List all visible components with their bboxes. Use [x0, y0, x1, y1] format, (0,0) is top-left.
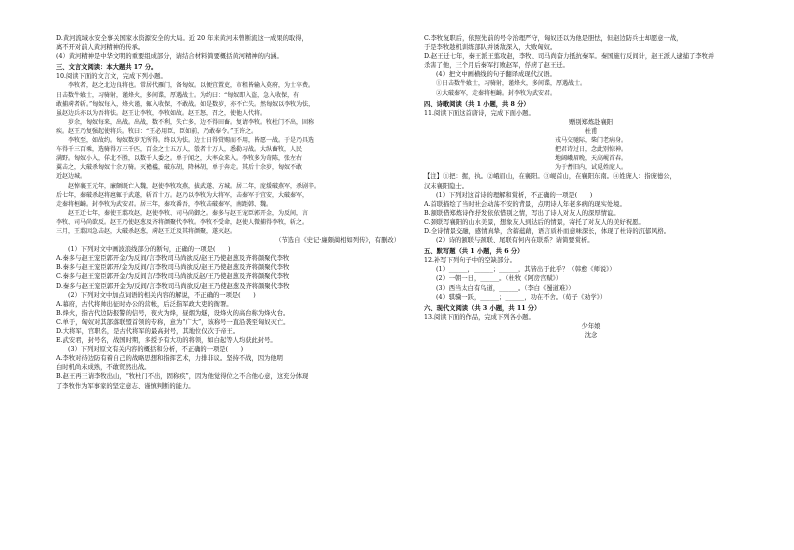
section-heading: 六、现代文阅读（共 3 小题，共 11 分） — [424, 304, 541, 312]
text-line: 了李牧作为军事家的坚定意志、谨慎判断的能力。 — [56, 382, 195, 390]
text-line: D.秦多与赵王宠臣郭开金为/反间/言李牧司马尚欲反/赵王乃使赵葱及齐将颜聚代李牧 — [56, 282, 290, 290]
text-line: A.首联描绘了当时社会动荡不安的背景，点明诗人年老多病的现实处境。 — [424, 200, 626, 208]
text-line: (3）西当太白有鸟道，______。（李白《蜀道难》） — [436, 284, 575, 292]
text-line: 三月，王翦因急击赵，大破杀赵葱，虏赵王迁及其将颜聚，遂灭赵。 — [56, 227, 237, 235]
text-line: 走秦将桓齮。封李牧为武安君。居三年，秦攻番吾，李牧击破秦军，南距韩、魏。 — [56, 200, 273, 208]
text-line: 近赵边城。 — [56, 173, 87, 181]
text-line: 敢捕虏者斩。”匈奴每入，烽火谨，辄入收保，不敢战。如是数岁，亦不亡失。然匈奴以李牧为怯， — [56, 100, 315, 108]
text-line: (4）黄河精神是中华文明的重要组成部分，请结合材料简要概括黄河精神的内涵。 — [56, 53, 283, 61]
right-column — [424, 34, 758, 340]
text-line: 疾。赵王乃复强起使将兵。牧曰：“王必用臣，臣如前，乃敢奉令。”王许之。 — [56, 127, 258, 135]
text-line: 日击数牛飨士，习骑射，谨烽火，多间谍，厚遇战士。为约曰：“匈奴即入盗，急入收保，有 — [56, 91, 300, 99]
text-line: B.赵王再三请李牧出山，“牧杜门不出，固称疾”，因为他觉得位之不合他心意，这充分体现 — [56, 373, 309, 381]
text-line: 汉末襄阳隐士。 — [424, 182, 469, 190]
text-line: 13.阅读下面的作品，完成下列各小题。 — [424, 313, 535, 321]
text-line: 地阔峨眉晚，天高岘首春。 — [554, 155, 627, 163]
text-line: A.秦多与赵王宠臣郭开金/为反间/言李牧司马尚欲反/赵王乃使赵葱及齐将颜聚代李牧 — [56, 255, 290, 263]
text-line: D.黄河流域水安全事关国家水资源安全的大局。近 20 年来黄河未曾断流这一成果的取得， — [56, 35, 308, 42]
text-line: 10.阅读下面的文言文，完成下列小题。 — [56, 73, 167, 81]
text-line: 赵王迁七年，秦使王翦攻赵，赵使李牧、司马尚御之。秦多与赵王宠臣郭开金，为反间，言 — [68, 209, 309, 217]
text-line: C.李牧复职后，依照先前的号令治理严守，匈奴还以为他是胆怯，但赵边防兵士却愿意一战， — [424, 35, 683, 42]
text-line: C.秦多与赵王宠臣郭开金/为反间言/李牧司马尚欲反赵/王乃使赵葱及齐将颜聚代李牧 — [56, 273, 290, 281]
text-line: B.秦多与赵王宠臣郭开/金为反间/言李牧司马尚欲反/赵王乃使赵葱及齐将颜聚代李牧 — [56, 264, 290, 272]
text-line: 赵悼襄王元年，廉颇既亡入魏，赵使李牧攻燕，拔武遂、方城。居二年，庞煖破燕军，杀剧辛。 — [68, 182, 321, 190]
text-line: （节选自《史记·廉颇蔺相如列传》，有删改） — [275, 237, 400, 245]
text-line: 后七年，秦破杀赵将扈辄于武遂，斩首十万。赵乃以李牧为大将军，击秦军于宜安，大破秦军， — [56, 191, 309, 199]
text-line: D.大将军，官职名，是古代将军的最高封号，其地位仅次于帝王。 — [56, 328, 240, 335]
text-line: (2）下列对文中加点词语的相关内容的解说，不正确的一项是( ) — [68, 291, 256, 299]
section-heading: 五、默写题（共 1 小题，共 6 分） — [424, 248, 524, 256]
text-line: 李牧者，赵之北边良将也。常居代雁门，备匈奴。以便宜置吏，市租皆输入莫府，为士卒费。 — [68, 82, 315, 90]
text-line: 李牧、司马尚欲反。赵王乃使赵葱及齐将颜聚代李牧。李牧不受命，赵使人微捕得李牧，斩之。 — [56, 218, 309, 226]
text-line: 少年娘 — [581, 322, 601, 330]
text-line: B.颔联借郑炼诗作抒发依依惜别之情，写出了诗人对友人的深厚情谊。 — [424, 209, 620, 217]
text-line: B.烽火，指古代边防报警的信号，夜火为烽，昼烟为燧，设烽火的高台称为烽火台。 — [56, 309, 290, 317]
text-line: ①日击数牛飨士，习骑射，谨烽火，多间谍，厚遇战士。 — [436, 80, 587, 88]
text-line: (2）诗的颔联与颈联、尾联有何内在联系？请简要赏析。 — [436, 237, 594, 245]
text-line: 11.阅读下面这首唐诗，完成下面小题。 — [424, 109, 535, 117]
text-line: 杀害了他，三个月后秦军打败赵军，俘虏了赵王迁。 — [424, 62, 569, 70]
text-line: A.幕府，古代将帅出征时办公的营帐，后泛指军政大吏的衙署。 — [56, 300, 233, 308]
text-line: 杜甫 — [584, 127, 598, 135]
text-line: (1）______，______；______，其皆出于此乎？（韩愈《师说》） — [436, 266, 616, 274]
text-line: C.单于，匈奴对其部落联盟首领的专称，意为“广大”，该称号一直沿袭至匈奴灭亡。 — [56, 318, 290, 326]
text-line: 李牧至，如故约。匈奴数岁无所得。终以为怯。边士日得赏赐而不用，皆愿一战。于是乃具选 — [68, 137, 315, 145]
text-line: (1）下列对文中画波浪线部分的断句，正确的一项是( ) — [68, 246, 231, 254]
text-line: (4）把文中画横线的句子翻译成现代汉语。 — [436, 71, 556, 79]
text-line: ②大破秦军，走秦将桓齮。封李牧为武安君。 — [436, 89, 557, 97]
text-line: D.全诗情景交融，感情真挚，含蓄蕴藉，语言质朴而意味深长，体现了杜诗的沉郁风格。 — [424, 227, 671, 235]
text-line: C.颈联写襄阳的山水美景，想象友人到达后的情景，寄托了对友人的美好祝愿。 — [424, 218, 645, 226]
text-line: 车得千三百乘，选骑得万三千匹，百金之士五万人，彀者十万人，悉勒习战。大纵畜牧，人民 — [56, 146, 303, 154]
text-line: 12.补写下列句子中的空缺部分。 — [424, 257, 516, 265]
text-line: (1）下列对这首诗的理解和赏析，不正确的一项是( ) — [436, 191, 593, 199]
left-column — [56, 34, 400, 391]
section-heading: 三、文言文阅读：本大题共 17 分。 — [56, 64, 158, 72]
text-line: (2）一朝一日，______。（杜牧《阿房宫赋》） — [436, 275, 563, 283]
text-line: E.武安君，封号名，战国时期，多授予有大功的将领，如白起等人均获此封号。 — [56, 337, 277, 345]
text-line: 翼击之，大破杀匈奴十余万骑。灭襜褴，破东胡，降林胡，单于奔走。其后十余岁，匈奴不敢 — [56, 164, 303, 172]
text-line: 满野。匈奴小入，佯北不胜，以数千人委之。单于闻之，大率众来入。李牧多为奇陈，张左右 — [56, 155, 303, 163]
text-line: 为于耆旧内，试觅姓庞人。 — [554, 164, 627, 172]
section-heading: 四、诗歌阅读（共 1 小题，共 8 分） — [424, 100, 530, 108]
text-line: 把君诗过日，念此别惊神。 — [554, 146, 627, 154]
text-line: A.李牧对待边防有着自己的战略思想和指挥艺术，力排非议。坚持不战，因为他明 — [56, 355, 283, 363]
text-line: 沈念 — [584, 332, 598, 339]
text-line: 虽赵边兵亦以为吾将怯。赵王让李牧，李牧如故。赵王怒，召之，使他人代将。 — [56, 109, 267, 117]
text-line: 【注】①把：握，执。②峨眉山，在襄阳。③岘首山，在襄阳东南。④姓庞人：指庞德公， — [424, 173, 676, 181]
text-line: D.赵王迁七年，秦王派王翦攻赵，李牧、司马尚奋力抵抗秦军。秦国施行反间计，赵王派人逮捕了李牧并 — [424, 53, 715, 61]
text-line: 离不开对前人黄河精神的传承。 — [56, 44, 145, 52]
text-line: 赠别郑炼赴襄阳 — [568, 118, 614, 126]
text-line: (4）骐骥一跃，______；______，功在不舍。（荀子《劝学》） — [436, 293, 607, 301]
text-line: 白时机尚未成熟，不敢贸然出战。 — [56, 364, 151, 372]
text-line: 岁余，匈奴每来，出战。出战，数不利，失亡多，边不得田畜。复请李牧。牧杜门不出，固称 — [68, 118, 315, 126]
text-line: (3）下列对原文有关内容的概括和分析，不正确的一项是( ) — [68, 346, 244, 354]
text-line: 于是李牧趁机训练部队并诱敌深入，大败匈奴。 — [424, 44, 557, 52]
text-line: 戎马交驰际，柴门老病身。 — [554, 137, 627, 145]
